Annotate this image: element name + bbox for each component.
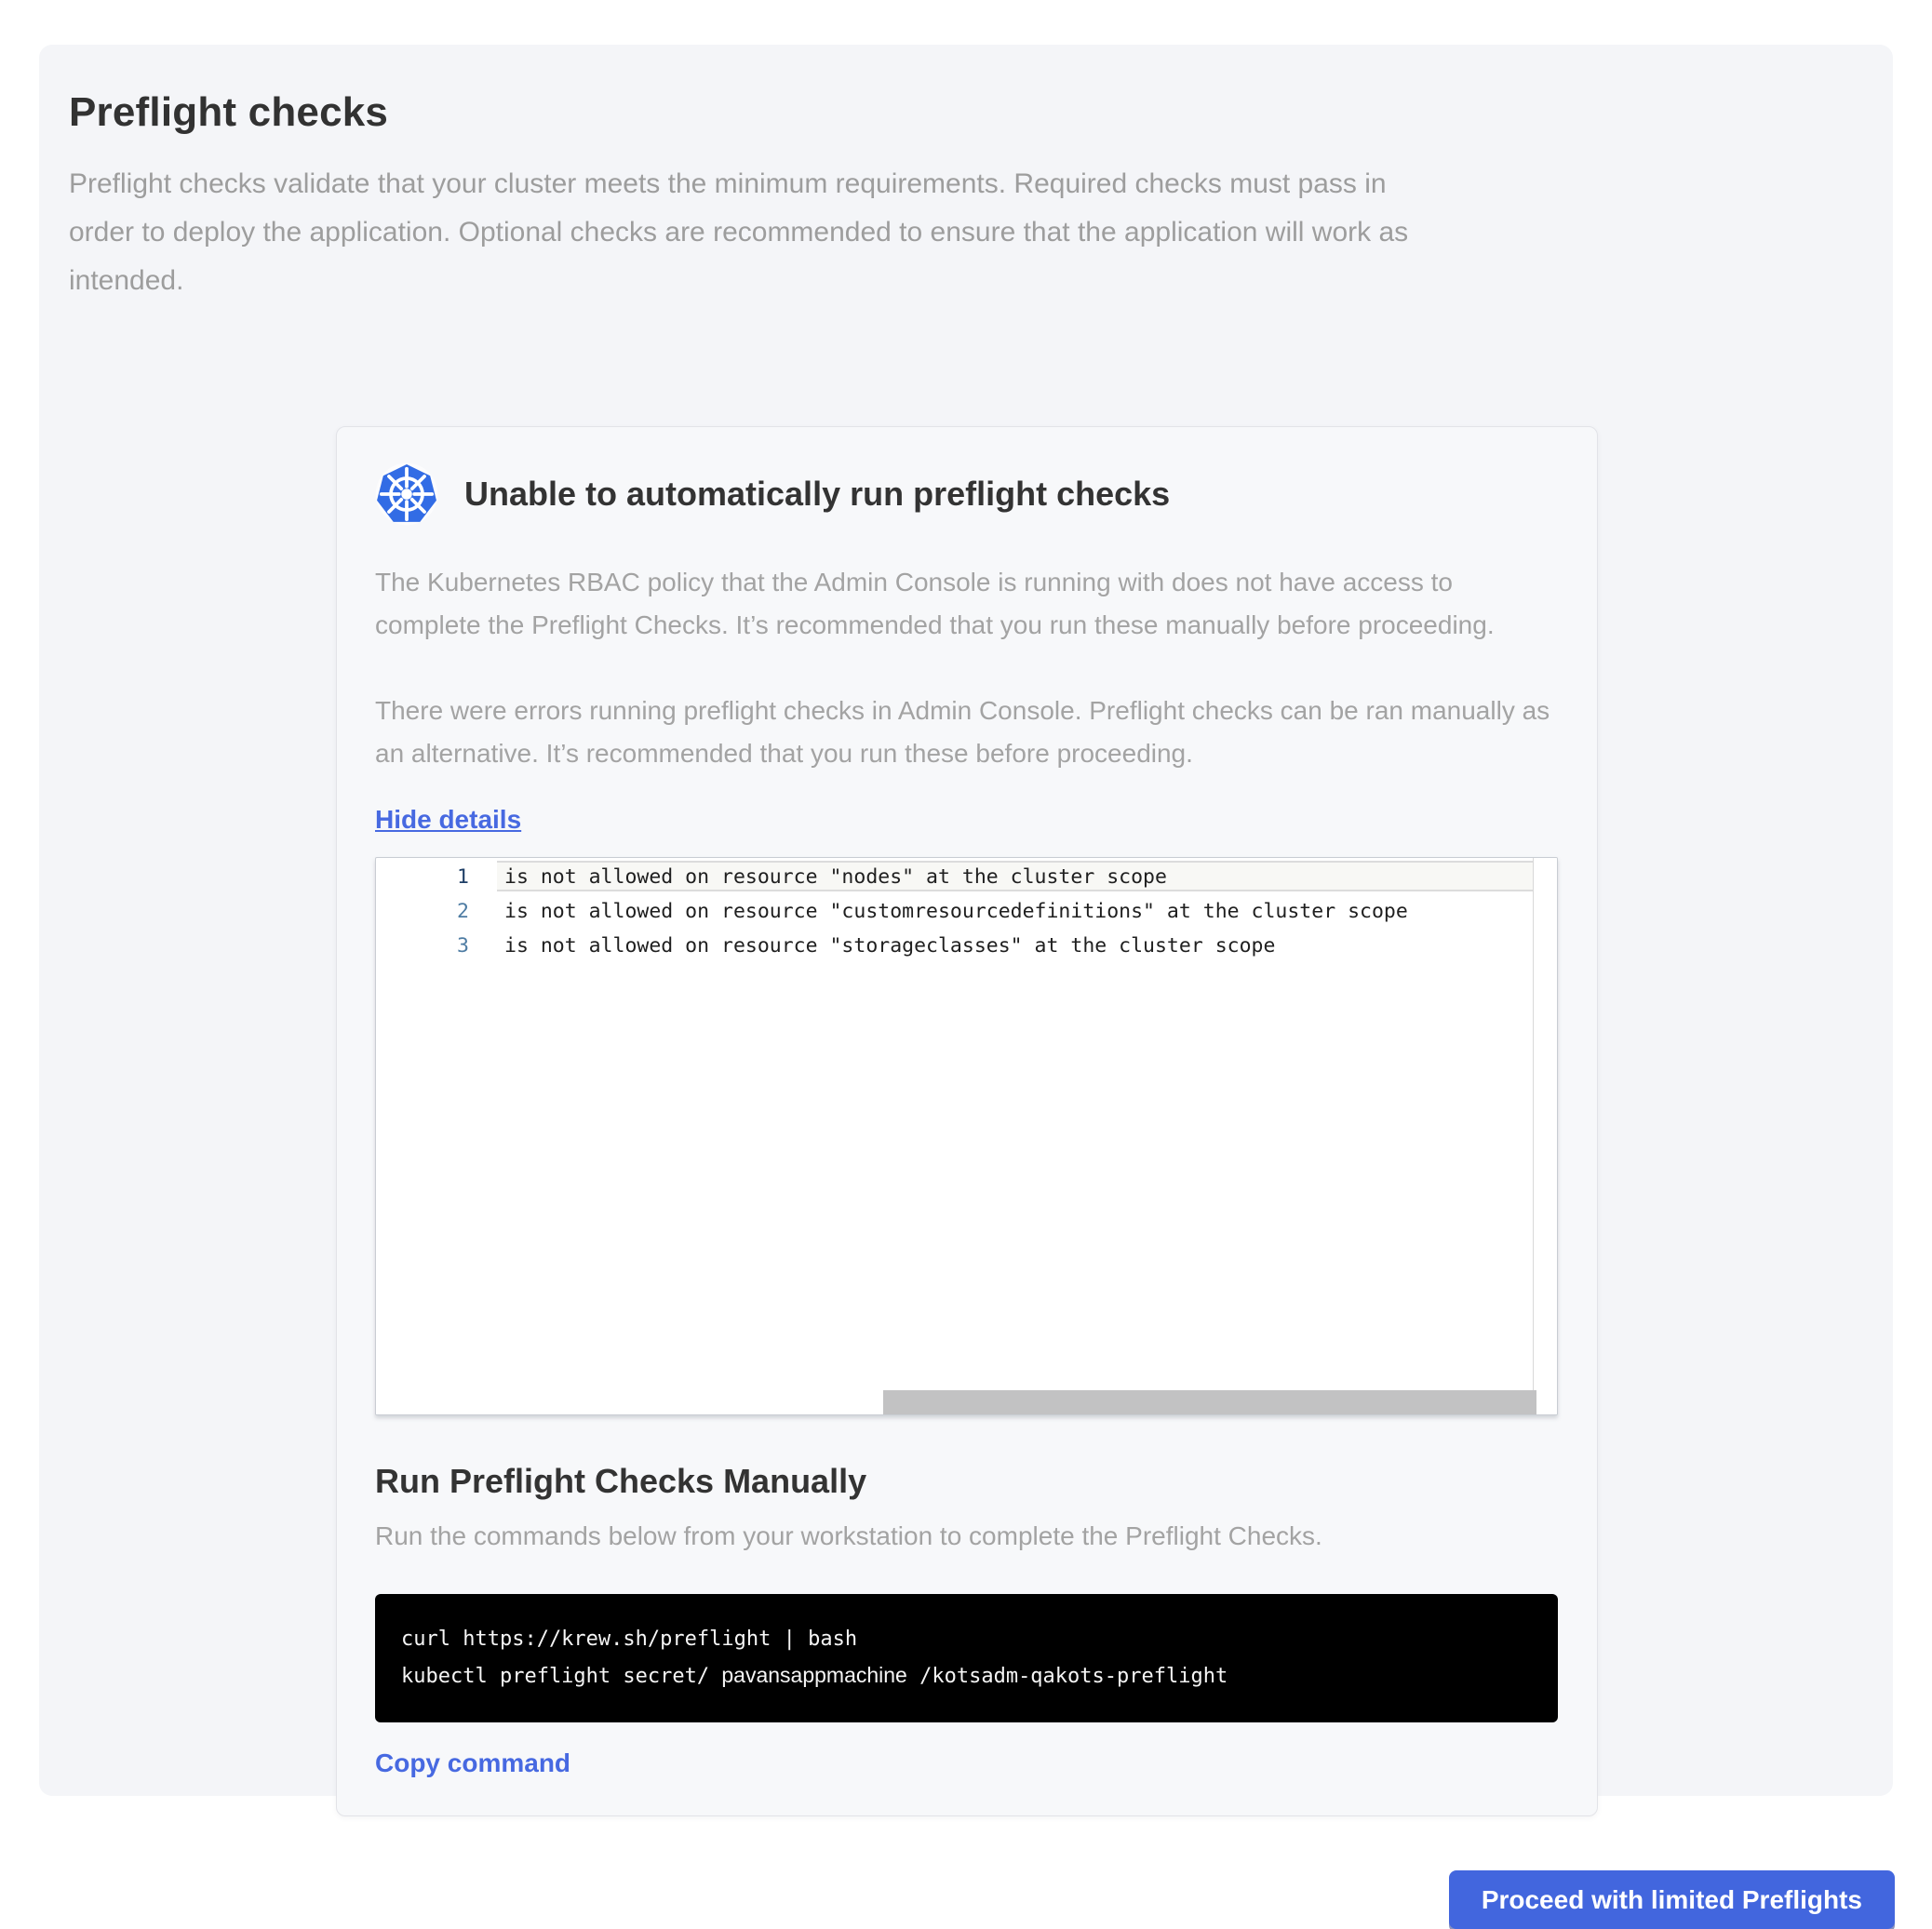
- card-title: Unable to automatically run preflight checks: [464, 475, 1171, 513]
- page-title: Preflight checks: [69, 89, 389, 135]
- editor-line: [376, 894, 1557, 929]
- errors-explanation-text: There were errors running preflight checks in Admin Console. Preflight checks can be ran manually as an alternative. It’s recommended that you run these before proceeding.: [375, 696, 1550, 768]
- line-number: 1: [457, 865, 469, 889]
- line-text: is not allowed on resource "storageclasses" at the cluster scope: [504, 934, 1276, 958]
- editor-line: [376, 860, 1557, 894]
- editor-rows: [376, 858, 1557, 963]
- editor-vertical-scrollbar[interactable]: [1533, 858, 1557, 1390]
- rbac-explanation-text: The Kubernetes RBAC policy that the Admin Console is running with does not have access to complete the Preflight Checks. It’s recommended that you run these manually before proceeding.: [375, 568, 1495, 639]
- editor-line: [376, 929, 1557, 963]
- line-text: is not allowed on resource "customresourcedefinitions" at the cluster scope: [504, 900, 1408, 923]
- kubernetes-icon: [375, 462, 438, 526]
- proceed-with-limited-preflights-button[interactable]: Proceed with limited Preflights: [1449, 1870, 1895, 1929]
- manual-section-title: Run Preflight Checks Manually: [375, 1462, 867, 1500]
- manual-section-subtitle: Run the commands below from your workstation to complete the Preflight Checks.: [375, 1521, 1322, 1550]
- terminal-command-block: [375, 1594, 1558, 1722]
- card-header: [375, 462, 1558, 526]
- line-number: 3: [457, 934, 469, 958]
- line-text: is not allowed on resource "nodes" at the cluster scope: [504, 865, 1167, 889]
- preflight-error-card: [336, 426, 1598, 1816]
- command-line-2-suffix: /kotsadm-qakots-preflight: [906, 1665, 1228, 1688]
- command-line-2: [401, 1657, 1532, 1695]
- editor-horizontal-scrollbar-thumb[interactable]: [883, 1390, 1536, 1414]
- command-line-1: curl https://krew.sh/preflight | bash: [401, 1628, 858, 1651]
- hide-details-link[interactable]: Hide details: [375, 805, 522, 834]
- preflight-panel: [39, 45, 1893, 1914]
- footer-button-row: [69, 1870, 1895, 1929]
- secret-name: pavansappmachine: [721, 1663, 907, 1687]
- line-number: 2: [457, 900, 469, 923]
- editor-horizontal-scrollbar-track[interactable]: [376, 1390, 1557, 1414]
- copy-command-link[interactable]: Copy command: [375, 1748, 571, 1777]
- error-details-editor[interactable]: [375, 857, 1558, 1415]
- command-line-2-prefix: kubectl preflight secret/: [401, 1665, 722, 1688]
- page-subtitle: Preflight checks validate that your cluster meets the minimum requirements. Required checks must pass in order to deploy the application. Optional checks are recommended to ensure that the application will work as intended.: [69, 168, 1409, 296]
